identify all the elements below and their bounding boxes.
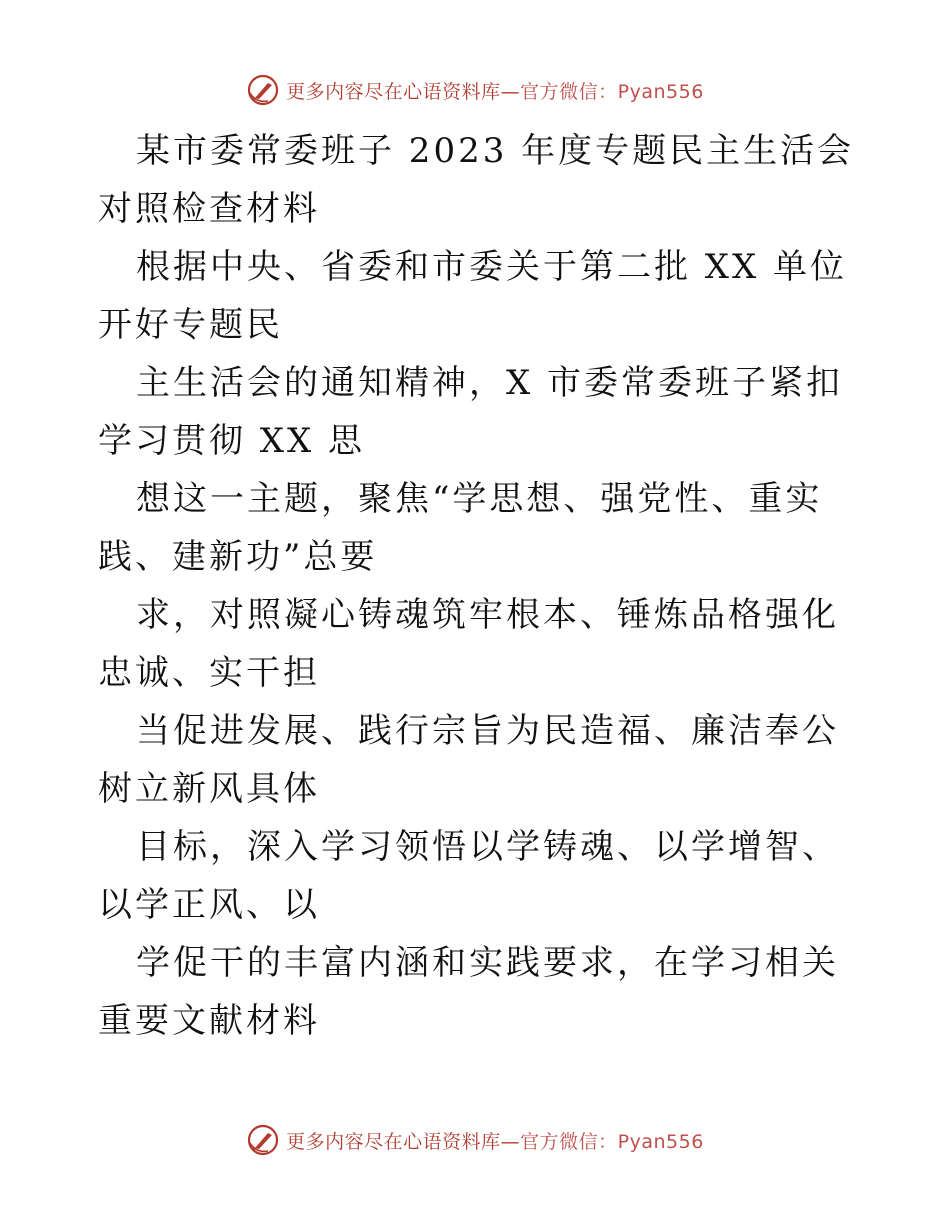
- paragraph: 某市委常委班子 2023 年度专题民主生活会对照检查材料: [98, 131, 855, 229]
- quill-pen-logo-icon: [246, 1123, 280, 1157]
- watermark-brand: 更多内容尽在心语资料库: [286, 80, 501, 103]
- watermark-wechat: 官方微信：Pyan556: [520, 1130, 704, 1153]
- watermark-text: [286, 77, 704, 104]
- paragraph: 根据中央、省委和市委关于第二批 XX 单位开好专题民: [98, 247, 848, 345]
- paragraph: 想这一主题，聚焦“学思想、强党性、重实践、建新功”总要: [98, 479, 823, 577]
- watermark-separator: —: [500, 1130, 521, 1153]
- paragraph: 目标，深入学习领悟以学铸魂、以学增智、以学正风、以: [98, 827, 839, 925]
- watermark-wechat: 官方微信：Pyan556: [520, 80, 704, 103]
- paragraph: 当促进发展、践行宗旨为民造福、廉洁奉公树立新风具体: [98, 711, 839, 809]
- watermark-text: [286, 1127, 704, 1154]
- watermark-footer: [0, 1120, 950, 1160]
- paragraph: 求，对照凝心铸魂筑牢根本、锤炼品格强化忠诚、实干担: [98, 595, 839, 693]
- document-body: [98, 122, 858, 1050]
- watermark-brand: 更多内容尽在心语资料库: [286, 1130, 501, 1153]
- watermark-header: [0, 70, 950, 110]
- watermark-separator: —: [500, 80, 521, 103]
- paragraph: 学促干的丰富内涵和实践要求，在学习相关重要文献材料: [98, 943, 839, 1041]
- paragraph: 主生活会的通知精神，X 市委常委班子紧扣学习贯彻 XX 思: [98, 363, 844, 461]
- quill-pen-logo-icon: [246, 73, 280, 107]
